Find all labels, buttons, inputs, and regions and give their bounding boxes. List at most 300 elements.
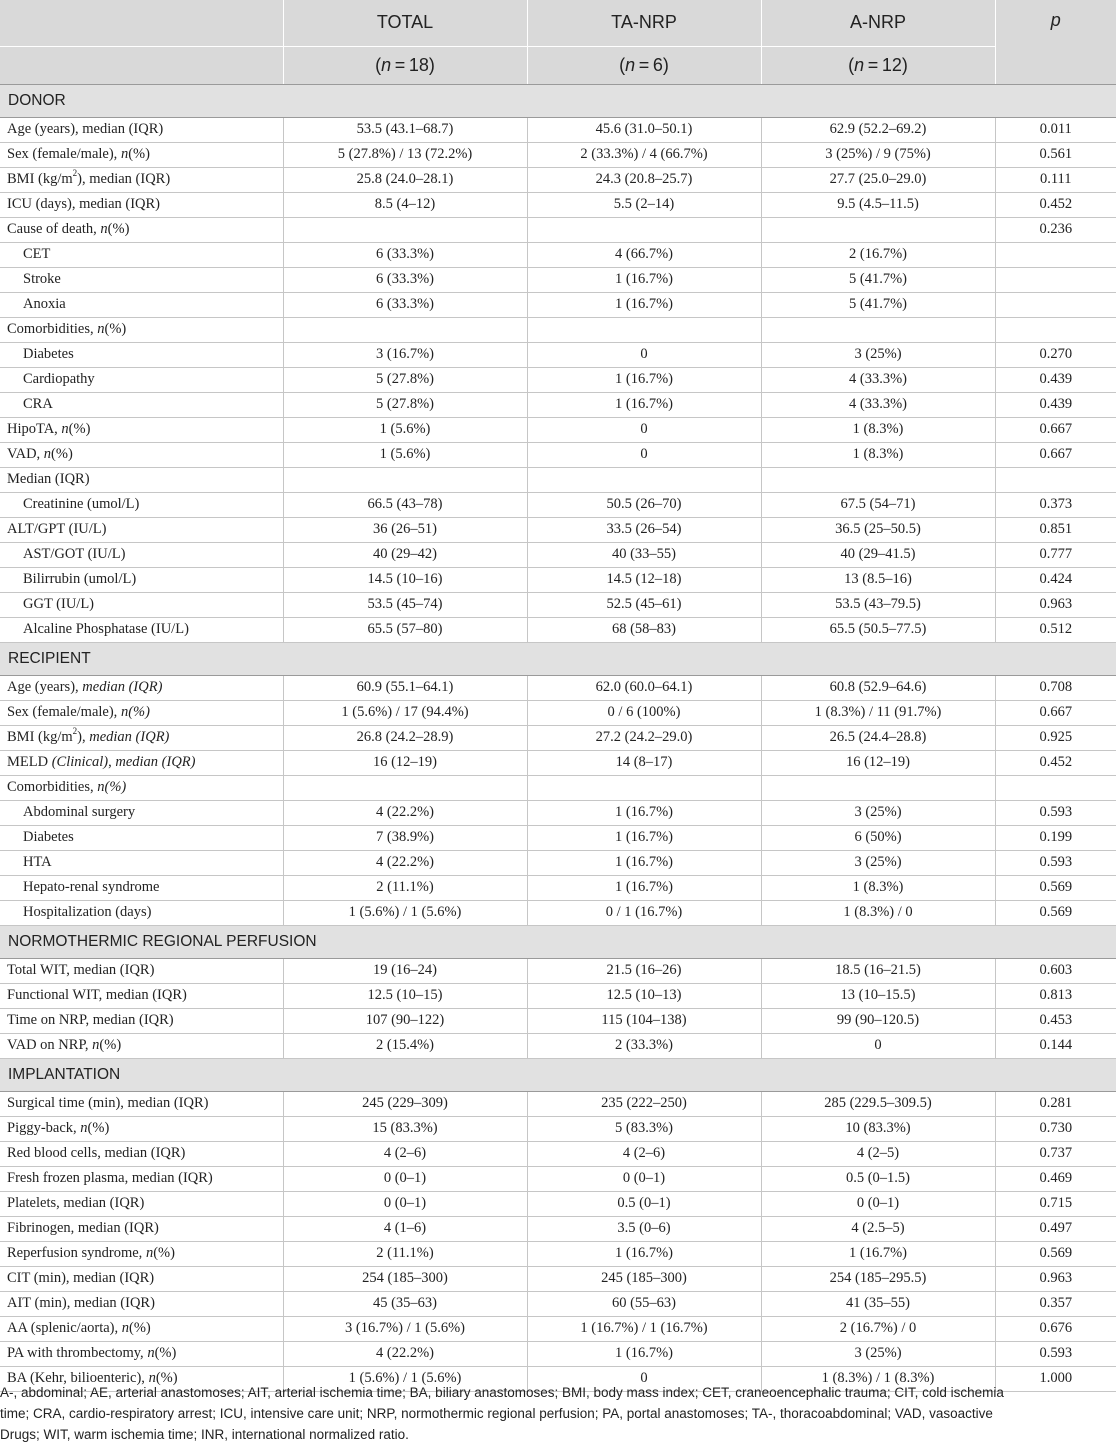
table-row: [0, 167, 1116, 192]
cell-a-nrp: 1 (16.7%): [761, 1241, 995, 1266]
cell-a-nrp: 5 (41.7%): [761, 267, 995, 292]
cell-ta-nrp: 0: [527, 442, 761, 467]
table-row: [0, 1091, 1116, 1116]
cell-a-nrp: 4 (2.5–5): [761, 1216, 995, 1241]
cell-a-nrp: 1 (8.3%) / 0: [761, 900, 995, 925]
cell-a-nrp: 60.8 (52.9–64.6): [761, 675, 995, 700]
cell-p-value: 0.439: [995, 392, 1116, 417]
row-label: Abdominal surgery: [0, 800, 283, 825]
cell-p-value: 0.452: [995, 192, 1116, 217]
cell-ta-nrp: 1 (16.7%) / 1 (16.7%): [527, 1316, 761, 1341]
cell-ta-nrp: 1 (16.7%): [527, 267, 761, 292]
table-row: [0, 1116, 1116, 1141]
cell-a-nrp: 1 (8.3%): [761, 442, 995, 467]
cell-a-nrp: 40 (29–41.5): [761, 542, 995, 567]
cell-a-nrp: 53.5 (43–79.5): [761, 592, 995, 617]
cell-total: 5 (27.8%): [283, 392, 527, 417]
cell-a-nrp: 27.7 (25.0–29.0): [761, 167, 995, 192]
table-row: [0, 567, 1116, 592]
cell-p-value: 0.111: [995, 167, 1116, 192]
cell-total: 15 (83.3%): [283, 1116, 527, 1141]
cell-total: 4 (2–6): [283, 1141, 527, 1166]
row-label: Cause of death, n(%): [0, 217, 283, 242]
cell-ta-nrp: 68 (58–83): [527, 617, 761, 642]
cell-total: 5 (27.8%): [283, 367, 527, 392]
cell-total: 1 (5.6%) / 17 (94.4%): [283, 700, 527, 725]
cell-p-value: 0.963: [995, 592, 1116, 617]
table-row: [0, 900, 1116, 925]
table-row: [0, 700, 1116, 725]
cell-total: 107 (90–122): [283, 1008, 527, 1033]
cell-p-value: 0.777: [995, 542, 1116, 567]
cell-ta-nrp: 24.3 (20.8–25.7): [527, 167, 761, 192]
cell-ta-nrp: 0 / 1 (16.7%): [527, 900, 761, 925]
cell-p-value: 0.439: [995, 367, 1116, 392]
cell-total: 6 (33.3%): [283, 267, 527, 292]
cell-total: 3 (16.7%): [283, 342, 527, 367]
header-total: TOTAL: [283, 0, 527, 46]
cell-a-nrp: 1 (8.3%): [761, 875, 995, 900]
table-row: [0, 1216, 1116, 1241]
cell-a-nrp: 13 (8.5–16): [761, 567, 995, 592]
cell-ta-nrp: 1 (16.7%): [527, 292, 761, 317]
cell-total: 254 (185–300): [283, 1266, 527, 1291]
cell-p-value: [995, 775, 1116, 800]
table-row: [0, 775, 1116, 800]
cell-a-nrp: 9.5 (4.5–11.5): [761, 192, 995, 217]
header-n-a-nrp: (n = 12): [761, 46, 995, 84]
cell-total: 4 (22.2%): [283, 850, 527, 875]
table-row: [0, 1266, 1116, 1291]
footnote-line: A-, abdominal; AE, arterial anastomoses; AIT, arterial ischemia time; BA, biliary anastomoses; BMI, body mass index; CET, craneoencephalic trauma; CIT, cold ischemia: [0, 1385, 1004, 1400]
cell-a-nrp: 3 (25%): [761, 800, 995, 825]
section-title: IMPLANTATION: [0, 1058, 1116, 1091]
cell-ta-nrp: [527, 217, 761, 242]
cell-p-value: 0.667: [995, 442, 1116, 467]
cell-ta-nrp: 1 (16.7%): [527, 850, 761, 875]
row-label: AIT (min), median (IQR): [0, 1291, 283, 1316]
row-label: Diabetes: [0, 342, 283, 367]
header-p: [995, 0, 1116, 46]
cell-p-value: 0.236: [995, 217, 1116, 242]
cell-a-nrp: 5 (41.7%): [761, 292, 995, 317]
cell-ta-nrp: [527, 467, 761, 492]
cell-ta-nrp: 62.0 (60.0–64.1): [527, 675, 761, 700]
cell-a-nrp: [761, 467, 995, 492]
table-row: [0, 192, 1116, 217]
cell-ta-nrp: 0: [527, 342, 761, 367]
cell-a-nrp: 62.9 (52.2–69.2): [761, 117, 995, 142]
cell-p-value: 0.737: [995, 1141, 1116, 1166]
cell-p-value: 1.000: [995, 1366, 1116, 1391]
cell-total: 65.5 (57–80): [283, 617, 527, 642]
table-row: [0, 442, 1116, 467]
cell-p-value: 0.469: [995, 1166, 1116, 1191]
table-row: [0, 725, 1116, 750]
table-row: [0, 675, 1116, 700]
cell-total: 2 (11.1%): [283, 875, 527, 900]
table-row: [0, 983, 1116, 1008]
cell-ta-nrp: 14 (8–17): [527, 750, 761, 775]
row-label: Reperfusion syndrome, n(%): [0, 1241, 283, 1266]
cell-p-value: 0.452: [995, 750, 1116, 775]
cell-total: 2 (15.4%): [283, 1033, 527, 1058]
row-label: Anoxia: [0, 292, 283, 317]
cell-p-value: [995, 242, 1116, 267]
cell-p-value: 0.715: [995, 1191, 1116, 1216]
cell-ta-nrp: 4 (2–6): [527, 1141, 761, 1166]
row-label: Alcaline Phosphatase (IU/L): [0, 617, 283, 642]
table-row: [0, 1341, 1116, 1366]
cell-a-nrp: 4 (33.3%): [761, 392, 995, 417]
cell-a-nrp: 10 (83.3%): [761, 1116, 995, 1141]
cell-p-value: [995, 317, 1116, 342]
cell-ta-nrp: 1 (16.7%): [527, 1241, 761, 1266]
cell-total: 19 (16–24): [283, 958, 527, 983]
cell-total: 12.5 (10–15): [283, 983, 527, 1008]
cell-ta-nrp: 2 (33.3%): [527, 1033, 761, 1058]
section-title: NORMOTHERMIC REGIONAL PERFUSION: [0, 925, 1116, 958]
cell-total: 1 (5.6%): [283, 417, 527, 442]
cell-total: 45 (35–63): [283, 1291, 527, 1316]
cell-p-value: 0.593: [995, 1341, 1116, 1366]
cell-ta-nrp: 0.5 (0–1): [527, 1191, 761, 1216]
cell-a-nrp: 26.5 (24.4–28.8): [761, 725, 995, 750]
row-label: Bilirrubin (umol/L): [0, 567, 283, 592]
cell-ta-nrp: 14.5 (12–18): [527, 567, 761, 592]
cell-total: [283, 467, 527, 492]
cell-ta-nrp: 12.5 (10–13): [527, 983, 761, 1008]
cell-ta-nrp: 4 (66.7%): [527, 242, 761, 267]
cell-p-value: 0.497: [995, 1216, 1116, 1241]
table-row: [0, 1291, 1116, 1316]
cell-total: 36 (26–51): [283, 517, 527, 542]
row-label: CRA: [0, 392, 283, 417]
table-row: [0, 1191, 1116, 1216]
cell-a-nrp: 41 (35–55): [761, 1291, 995, 1316]
table-row: [0, 875, 1116, 900]
cell-total: 26.8 (24.2–28.9): [283, 725, 527, 750]
cell-a-nrp: 1 (8.3%) / 1 (8.3%): [761, 1366, 995, 1391]
table-row: [0, 317, 1116, 342]
row-label: Time on NRP, median (IQR): [0, 1008, 283, 1033]
cell-total: 25.8 (24.0–28.1): [283, 167, 527, 192]
cell-ta-nrp: 2 (33.3%) / 4 (66.7%): [527, 142, 761, 167]
cell-total: 16 (12–19): [283, 750, 527, 775]
cell-total: 3 (16.7%) / 1 (5.6%): [283, 1316, 527, 1341]
cell-p-value: 0.011: [995, 117, 1116, 142]
cell-a-nrp: 2 (16.7%) / 0: [761, 1316, 995, 1341]
cell-ta-nrp: 1 (16.7%): [527, 800, 761, 825]
header-n-ta-nrp: (n = 6): [527, 46, 761, 84]
cell-a-nrp: 67.5 (54–71): [761, 492, 995, 517]
cell-total: 245 (229–309): [283, 1091, 527, 1116]
cell-a-nrp: 3 (25%): [761, 342, 995, 367]
cell-p-value: [995, 267, 1116, 292]
row-label: Age (years), median (IQR): [0, 675, 283, 700]
table-row: [0, 1241, 1116, 1266]
cell-p-value: 0.667: [995, 700, 1116, 725]
header-n-row: [0, 46, 1116, 84]
row-label: Total WIT, median (IQR): [0, 958, 283, 983]
cell-a-nrp: 16 (12–19): [761, 750, 995, 775]
cell-total: 5 (27.8%) / 13 (72.2%): [283, 142, 527, 167]
table-row: [0, 850, 1116, 875]
cell-a-nrp: 3 (25%): [761, 850, 995, 875]
cell-ta-nrp: 1 (16.7%): [527, 367, 761, 392]
table-row: [0, 242, 1116, 267]
table-row: [0, 1008, 1116, 1033]
table-row: [0, 542, 1116, 567]
cell-a-nrp: 0: [761, 1033, 995, 1058]
row-label: CET: [0, 242, 283, 267]
cell-p-value: 0.593: [995, 800, 1116, 825]
cell-p-value: 0.373: [995, 492, 1116, 517]
cell-total: 4 (22.2%): [283, 1341, 527, 1366]
cell-ta-nrp: 5 (83.3%): [527, 1116, 761, 1141]
cell-p-value: 0.593: [995, 850, 1116, 875]
row-label: AST/GOT (IU/L): [0, 542, 283, 567]
cell-total: 66.5 (43–78): [283, 492, 527, 517]
cell-p-value: 0.199: [995, 825, 1116, 850]
cell-a-nrp: 4 (33.3%): [761, 367, 995, 392]
cell-ta-nrp: [527, 775, 761, 800]
cell-ta-nrp: 1 (16.7%): [527, 1341, 761, 1366]
cell-ta-nrp: 0: [527, 1366, 761, 1391]
cell-p-value: [995, 292, 1116, 317]
cell-ta-nrp: [527, 317, 761, 342]
row-label: Fresh frozen plasma, median (IQR): [0, 1166, 283, 1191]
cell-p-value: 0.569: [995, 1241, 1116, 1266]
cell-ta-nrp: 0 / 6 (100%): [527, 700, 761, 725]
cell-a-nrp: 4 (2–5): [761, 1141, 995, 1166]
row-label: Median (IQR): [0, 467, 283, 492]
table-row: [0, 467, 1116, 492]
cell-total: 1 (5.6%) / 1 (5.6%): [283, 1366, 527, 1391]
row-label: VAD on NRP, n(%): [0, 1033, 283, 1058]
row-label: VAD, n(%): [0, 442, 283, 467]
row-label: ALT/GPT (IU/L): [0, 517, 283, 542]
cell-ta-nrp: 1 (16.7%): [527, 825, 761, 850]
cell-p-value: 0.730: [995, 1116, 1116, 1141]
cell-p-value: 0.708: [995, 675, 1116, 700]
table-row: [0, 342, 1116, 367]
cell-p-value: 0.925: [995, 725, 1116, 750]
table-row: [0, 1033, 1116, 1058]
cell-total: 14.5 (10–16): [283, 567, 527, 592]
cell-a-nrp: 0.5 (0–1.5): [761, 1166, 995, 1191]
table-row: [0, 142, 1116, 167]
cell-total: 4 (22.2%): [283, 800, 527, 825]
cell-p-value: 0.603: [995, 958, 1116, 983]
cell-total: 1 (5.6%) / 1 (5.6%): [283, 900, 527, 925]
cell-p-value: 0.270: [995, 342, 1116, 367]
table-row: [0, 592, 1116, 617]
table-row: [0, 367, 1116, 392]
cell-total: 40 (29–42): [283, 542, 527, 567]
cell-ta-nrp: 52.5 (45–61): [527, 592, 761, 617]
cell-ta-nrp: 50.5 (26–70): [527, 492, 761, 517]
header-row: [0, 0, 1116, 46]
row-label: ICU (days), median (IQR): [0, 192, 283, 217]
cell-p-value: 0.453: [995, 1008, 1116, 1033]
cell-ta-nrp: 40 (33–55): [527, 542, 761, 567]
row-label: HipoTA, n(%): [0, 417, 283, 442]
cell-ta-nrp: 115 (104–138): [527, 1008, 761, 1033]
row-label: BA (Kehr, bilioenteric), n(%): [0, 1366, 283, 1391]
row-label: Age (years), median (IQR): [0, 117, 283, 142]
cell-p-value: 0.569: [995, 875, 1116, 900]
cell-a-nrp: 254 (185–295.5): [761, 1266, 995, 1291]
row-label: Fibrinogen, median (IQR): [0, 1216, 283, 1241]
header-ta-nrp: TA-NRP: [527, 0, 761, 46]
table-row: [0, 292, 1116, 317]
section-header-row: [0, 1058, 1116, 1091]
row-label: GGT (IU/L): [0, 592, 283, 617]
cell-total: 6 (33.3%): [283, 242, 527, 267]
table-row: [0, 800, 1116, 825]
cell-ta-nrp: 5.5 (2–14): [527, 192, 761, 217]
row-label: Sex (female/male), n(%): [0, 142, 283, 167]
cell-a-nrp: 13 (10–15.5): [761, 983, 995, 1008]
header-n-total: (n = 18): [283, 46, 527, 84]
table-row: [0, 1141, 1116, 1166]
cell-p-value: 0.512: [995, 617, 1116, 642]
cell-p-value: 0.667: [995, 417, 1116, 442]
footnote-line: time; CRA, cardio-respiratory arrest; ICU, intensive care unit; NRP, normothermic regional perfusion; PA, portal anastomoses; TA-, thoracoabdominal; VAD, vasoactive: [0, 1406, 993, 1421]
cell-a-nrp: [761, 217, 995, 242]
cell-a-nrp: 6 (50%): [761, 825, 995, 850]
cell-total: 0 (0–1): [283, 1166, 527, 1191]
table-row: [0, 958, 1116, 983]
section-header-row: [0, 925, 1116, 958]
cell-a-nrp: 1 (8.3%) / 11 (91.7%): [761, 700, 995, 725]
cell-p-value: 0.281: [995, 1091, 1116, 1116]
table-row: [0, 750, 1116, 775]
row-label: PA with thrombectomy, n(%): [0, 1341, 283, 1366]
cell-total: 0 (0–1): [283, 1191, 527, 1216]
section-title: DONOR: [0, 84, 1116, 117]
cell-total: 53.5 (45–74): [283, 592, 527, 617]
cell-total: 8.5 (4–12): [283, 192, 527, 217]
row-label: BMI $(kg/m^2)$, median (IQR): [0, 167, 283, 192]
cell-ta-nrp: 0: [527, 417, 761, 442]
cell-ta-nrp: 235 (222–250): [527, 1091, 761, 1116]
row-label: Surgical time (min), median (IQR): [0, 1091, 283, 1116]
section-title: RECIPIENT: [0, 642, 1116, 675]
row-label: Cardiopathy: [0, 367, 283, 392]
cell-total: 60.9 (55.1–64.1): [283, 675, 527, 700]
row-label: AA (splenic/aorta), n(%): [0, 1316, 283, 1341]
cell-ta-nrp: 3.5 (0–6): [527, 1216, 761, 1241]
cell-p-value: [995, 467, 1116, 492]
table-row: [0, 517, 1116, 542]
cell-ta-nrp: 0 (0–1): [527, 1166, 761, 1191]
cell-a-nrp: 18.5 (16–21.5): [761, 958, 995, 983]
cell-a-nrp: 36.5 (25–50.5): [761, 517, 995, 542]
row-label: Creatinine (umol/L): [0, 492, 283, 517]
row-label: Hospitalization (days): [0, 900, 283, 925]
cell-ta-nrp: 45.6 (31.0–50.1): [527, 117, 761, 142]
header-blank-cell: [995, 46, 1116, 84]
section-header-row: [0, 84, 1116, 117]
cell-a-nrp: 1 (8.3%): [761, 417, 995, 442]
cell-ta-nrp: 60 (55–63): [527, 1291, 761, 1316]
cell-p-value: 0.424: [995, 567, 1116, 592]
cell-ta-nrp: 1 (16.7%): [527, 392, 761, 417]
table-footnote: [0, 1382, 1116, 1445]
cell-p-value: 0.851: [995, 517, 1116, 542]
cell-ta-nrp: 27.2 (24.2–29.0): [527, 725, 761, 750]
row-label: Comorbidities, n(%): [0, 317, 283, 342]
row-label: MELD (Clinical), median (IQR): [0, 750, 283, 775]
cell-a-nrp: 3 (25%) / 9 (75%): [761, 142, 995, 167]
table-row: [0, 1316, 1116, 1341]
row-label: Sex (female/male), n(%): [0, 700, 283, 725]
section-header-row: [0, 642, 1116, 675]
table-row: [0, 117, 1116, 142]
cell-total: [283, 317, 527, 342]
cell-total: 2 (11.1%): [283, 1241, 527, 1266]
row-label: Red blood cells, median (IQR): [0, 1141, 283, 1166]
cell-total: [283, 217, 527, 242]
cell-total: [283, 775, 527, 800]
row-label: HTA: [0, 850, 283, 875]
row-label: Piggy-back, n(%): [0, 1116, 283, 1141]
cell-total: 53.5 (43.1–68.7): [283, 117, 527, 142]
table-row: [0, 1166, 1116, 1191]
table-row: [0, 492, 1116, 517]
cell-ta-nrp: 1 (16.7%): [527, 875, 761, 900]
cell-a-nrp: 2 (16.7%): [761, 242, 995, 267]
cell-a-nrp: [761, 317, 995, 342]
cell-total: 6 (33.3%): [283, 292, 527, 317]
footnote-line: Drugs; WIT, warm ischemia time; INR, international normalized ratio.: [0, 1427, 409, 1442]
header-blank-cell: [0, 0, 283, 46]
cell-p-value: 0.813: [995, 983, 1116, 1008]
cell-total: 1 (5.6%): [283, 442, 527, 467]
cell-a-nrp: 285 (229.5–309.5): [761, 1091, 995, 1116]
table-row: [0, 825, 1116, 850]
table-row: [0, 267, 1116, 292]
cell-ta-nrp: 33.5 (26–54): [527, 517, 761, 542]
cell-a-nrp: 0 (0–1): [761, 1191, 995, 1216]
cell-p-value: 0.561: [995, 142, 1116, 167]
table-row: [0, 617, 1116, 642]
row-label: Hepato-renal syndrome: [0, 875, 283, 900]
cell-a-nrp: 99 (90–120.5): [761, 1008, 995, 1033]
p-label: p: [1050, 10, 1061, 30]
row-label: Diabetes: [0, 825, 283, 850]
row-label: BMI $(kg/m^2)$, median (IQR): [0, 725, 283, 750]
cell-total: 4 (1–6): [283, 1216, 527, 1241]
row-label: Functional WIT, median (IQR): [0, 983, 283, 1008]
table-row: [0, 392, 1116, 417]
cell-total: 7 (38.9%): [283, 825, 527, 850]
cell-p-value: 0.569: [995, 900, 1116, 925]
cell-a-nrp: [761, 775, 995, 800]
cell-a-nrp: 3 (25%): [761, 1341, 995, 1366]
row-label: CIT (min), median (IQR): [0, 1266, 283, 1291]
cell-p-value: 0.144: [995, 1033, 1116, 1058]
cell-p-value: 0.676: [995, 1316, 1116, 1341]
row-label: Platelets, median (IQR): [0, 1191, 283, 1216]
header-blank-cell: [0, 46, 283, 84]
header-a-nrp: A-NRP: [761, 0, 995, 46]
cell-p-value: 0.963: [995, 1266, 1116, 1291]
cell-a-nrp: 65.5 (50.5–77.5): [761, 617, 995, 642]
row-label: Comorbidities, n(%): [0, 775, 283, 800]
